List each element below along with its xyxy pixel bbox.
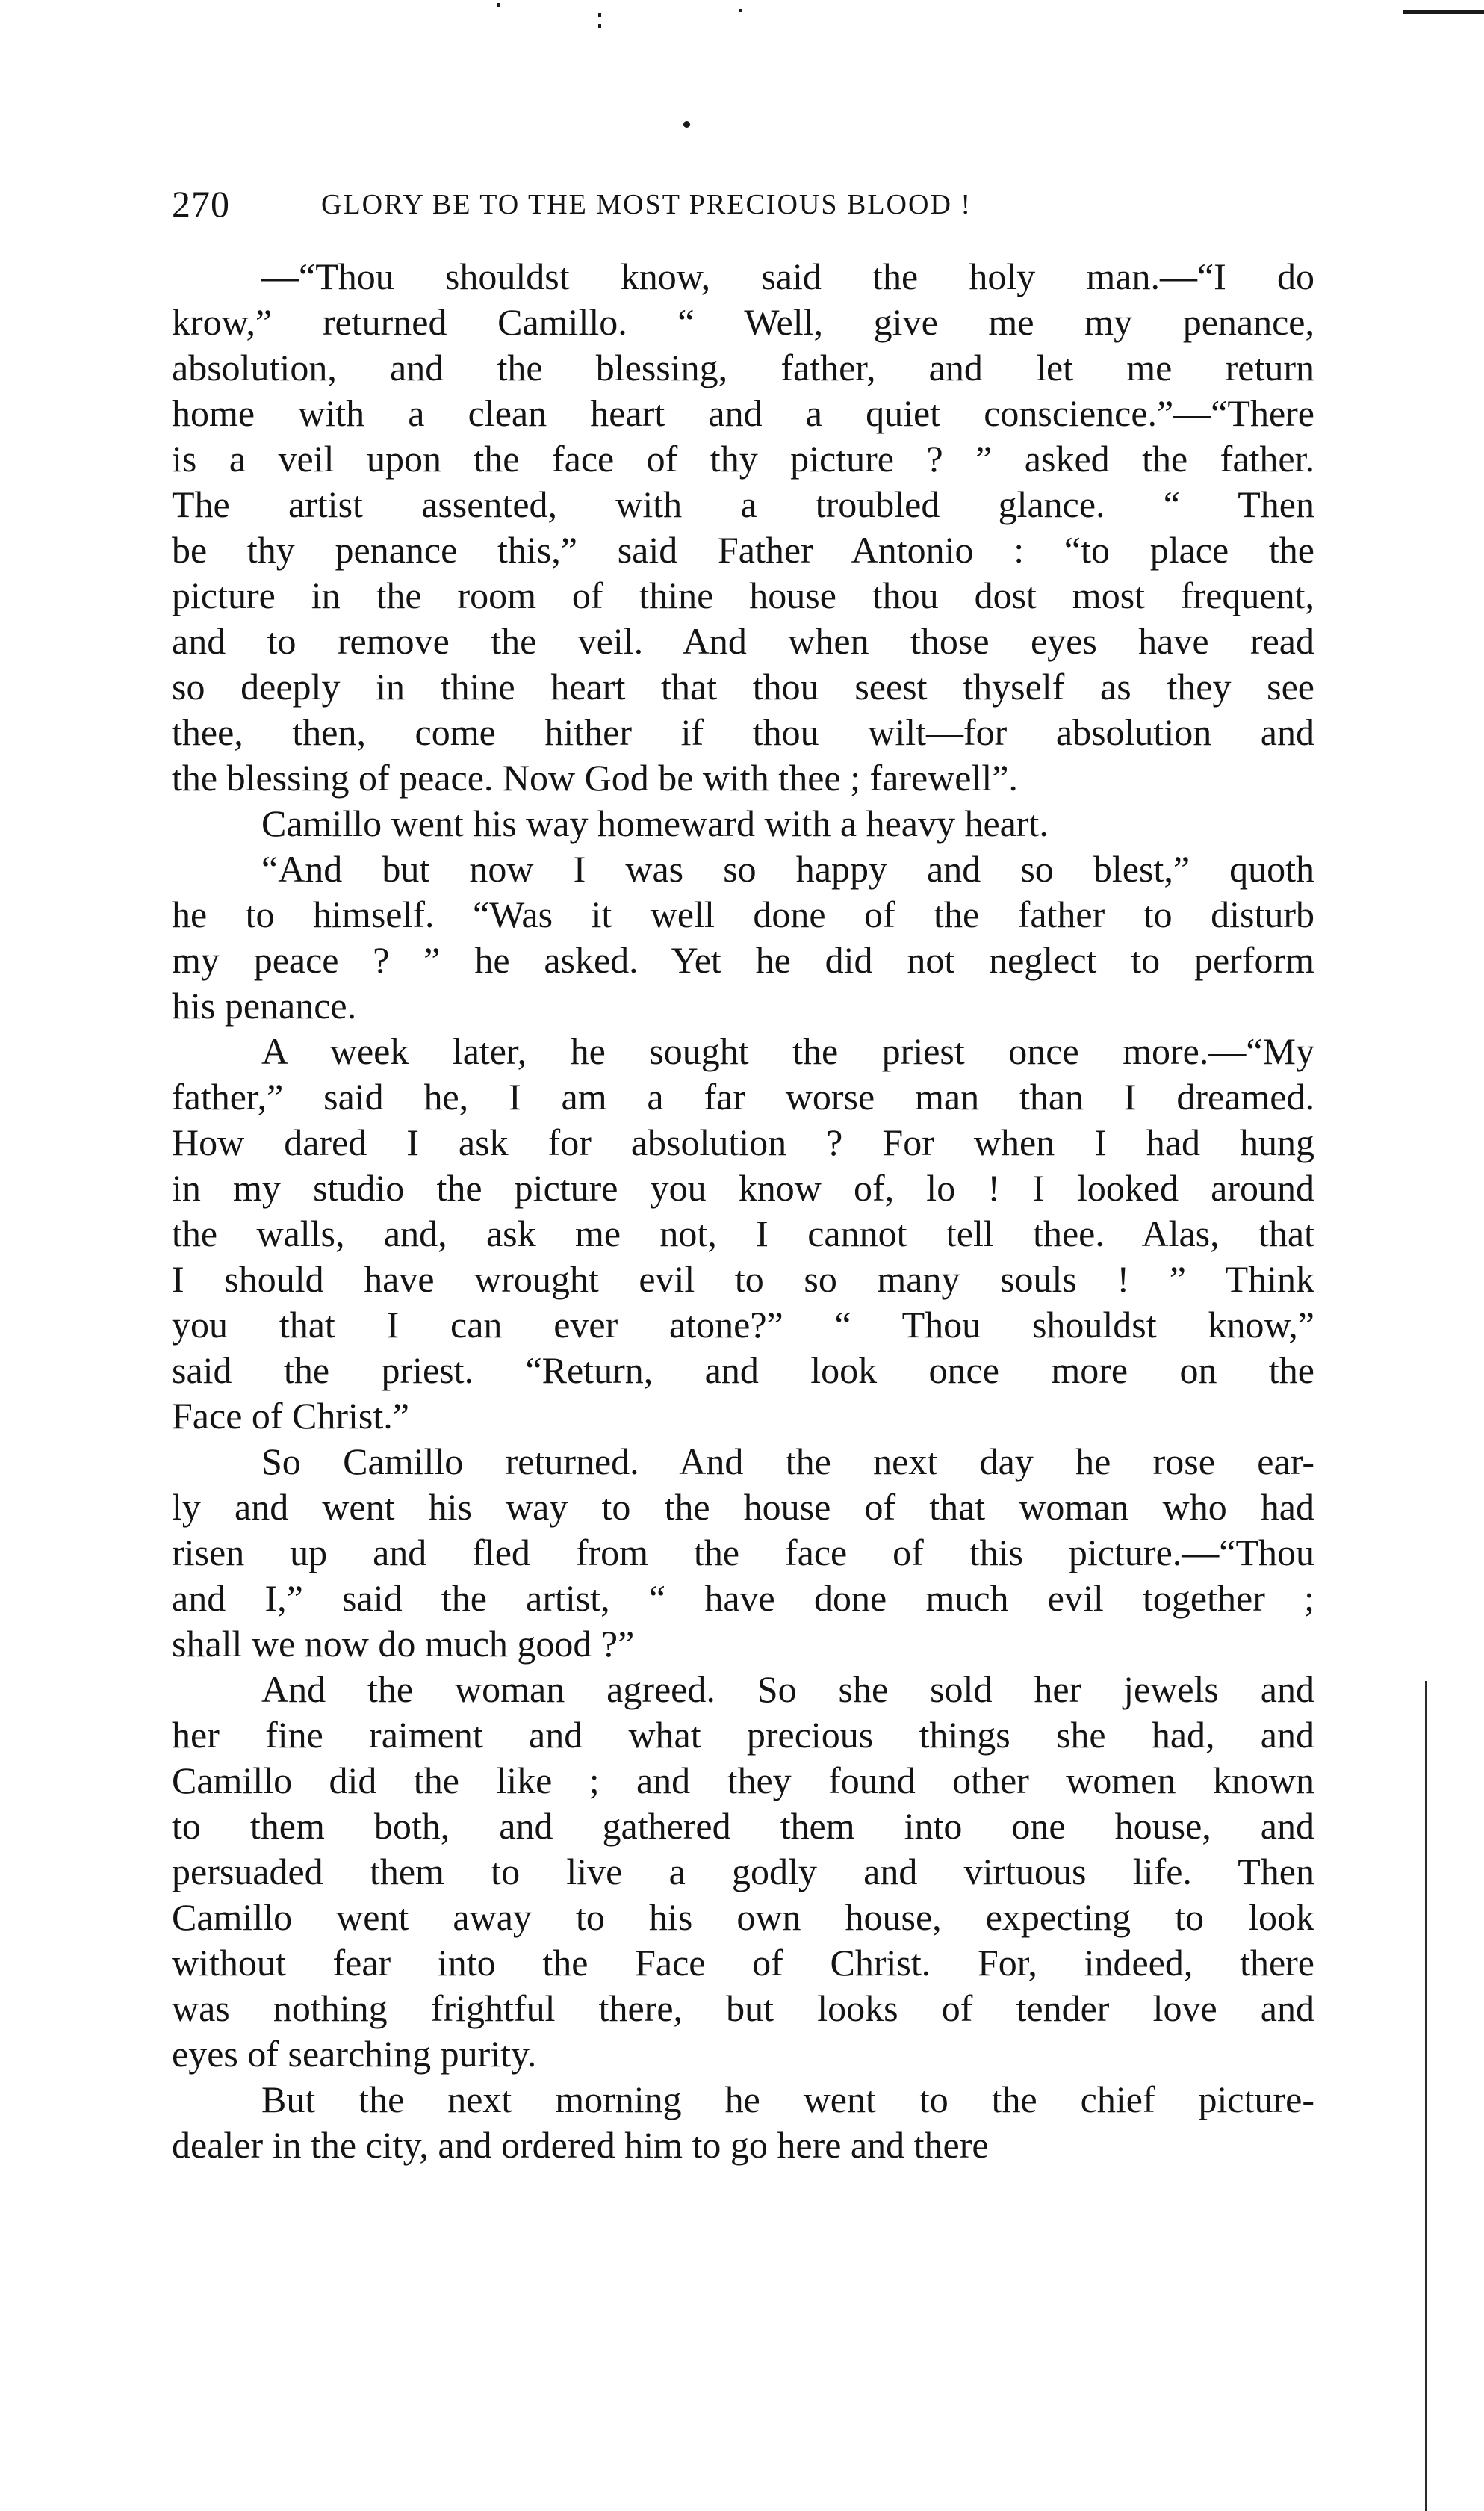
paragraph (172, 2077, 1314, 2168)
text-line: So Camillo returned. And the next day he rose ear- (261, 1440, 1314, 1482)
text-line: I should have wrought evil to so many souls ! ” Think (172, 1258, 1314, 1300)
text-line: ly and went his way to the house of that woman who had (172, 1486, 1314, 1528)
scan-edge-rule (1403, 10, 1484, 14)
paragraph (172, 1439, 1314, 1667)
text-line: The artist assented, with a troubled glance. “ Then (172, 483, 1314, 525)
text-line: her fine raiment and what precious things she had, and (172, 1714, 1314, 1756)
text-line: is a veil upon the face of thy picture ? ” asked the father. (172, 438, 1314, 480)
text-line: you that I can ever atone?” “ Thou shouldst know,” (172, 1304, 1314, 1346)
body-text (172, 254, 1314, 2168)
text-line: thee, then, come hither if thou wilt—for absolution and (172, 711, 1314, 753)
text-line: the blessing of peace. Now God be with thee ; farewell”. (172, 757, 1018, 799)
paragraph (172, 801, 1314, 846)
paragraph (172, 1667, 1314, 2077)
text-line: —“Thou shouldst know, said the holy man.—“I do (261, 256, 1314, 297)
text-line: A week later, he sought the priest once more.—“My (261, 1030, 1314, 1072)
scan-speck (683, 121, 690, 128)
scan-speck (739, 9, 742, 12)
text-line: Face of Christ.” (172, 1395, 409, 1437)
text-line: Camillo did the like ; and they found other women known (172, 1759, 1314, 1801)
paragraph (172, 1029, 1314, 1439)
scan-speck (497, 3, 500, 7)
text-line: father,” said he, I am a far worse man than I dreamed. (172, 1076, 1314, 1118)
text-line: in my studio the picture you know of, lo ! I looked around (172, 1167, 1314, 1209)
text-line: picture in the room of thine house thou dost most frequent, (172, 575, 1314, 616)
text-line: without fear into the Face of Christ. For, indeed, there (172, 1942, 1314, 1984)
text-line: And the woman agreed. So she sold her jewels and (261, 1668, 1314, 1710)
text-line: he to himself. “Was it well done of the father to disturb (172, 894, 1314, 935)
text-line: But the next morning he went to the chief picture- (261, 2078, 1314, 2120)
page-number: 270 (172, 183, 230, 225)
text-line: krow,” returned Camillo. “ Well, give me my penance, (172, 301, 1314, 343)
text-line: home with a clean heart and a quiet conscience.”—“There (172, 392, 1314, 434)
text-line: said the priest. “Return, and look once more on the (172, 1349, 1314, 1391)
text-line: and I,” said the artist, “ have done much evil together ; (172, 1577, 1314, 1619)
scan-speck (598, 13, 601, 17)
paragraph (172, 254, 1314, 801)
scan-speck (598, 24, 601, 28)
running-head (172, 182, 1314, 227)
running-title: GLORY BE TO THE MOST PRECIOUS BLOOD ! (321, 189, 972, 220)
text-line: so deeply in thine heart that thou seest thyself as they see (172, 666, 1314, 708)
text-line: and to remove the veil. And when those eyes have read (172, 620, 1314, 662)
text-line: persuaded them to live a godly and virtuous life. Then (172, 1851, 1314, 1892)
text-line: dealer in the city, and ordered him to go here and there (172, 2124, 989, 2166)
text-line: Camillo went his way homeward with a heavy heart. (261, 802, 1049, 844)
text-line: risen up and fled from the face of this picture.—“Thou (172, 1532, 1314, 1573)
text-line: eyes of searching purity. (172, 2033, 537, 2075)
text-line: “And but now I was so happy and so blest,” quoth (261, 848, 1314, 890)
text-line: the walls, and, ask me not, I cannot tell thee. Alas, that (172, 1213, 1314, 1254)
text-line: his penance. (172, 985, 357, 1027)
text-line: How dared I ask for absolution ? For when I had hung (172, 1121, 1314, 1163)
text-line: was nothing frightful there, but looks of tender love and (172, 1987, 1314, 2029)
text-line: be thy penance this,” said Father Antonio : “to place the (172, 529, 1314, 571)
text-line: to them both, and gathered them into one house, and (172, 1805, 1314, 1847)
scan-edge-line (1425, 1681, 1427, 2511)
paragraph (172, 846, 1314, 1029)
text-line: absolution, and the blessing, father, and let me return (172, 347, 1314, 388)
text-line: Camillo went away to his own house, expecting to look (172, 1896, 1314, 1938)
text-line: my peace ? ” he asked. Yet he did not neglect to perform (172, 939, 1314, 981)
text-line: shall we now do much good ?” (172, 1623, 635, 1665)
